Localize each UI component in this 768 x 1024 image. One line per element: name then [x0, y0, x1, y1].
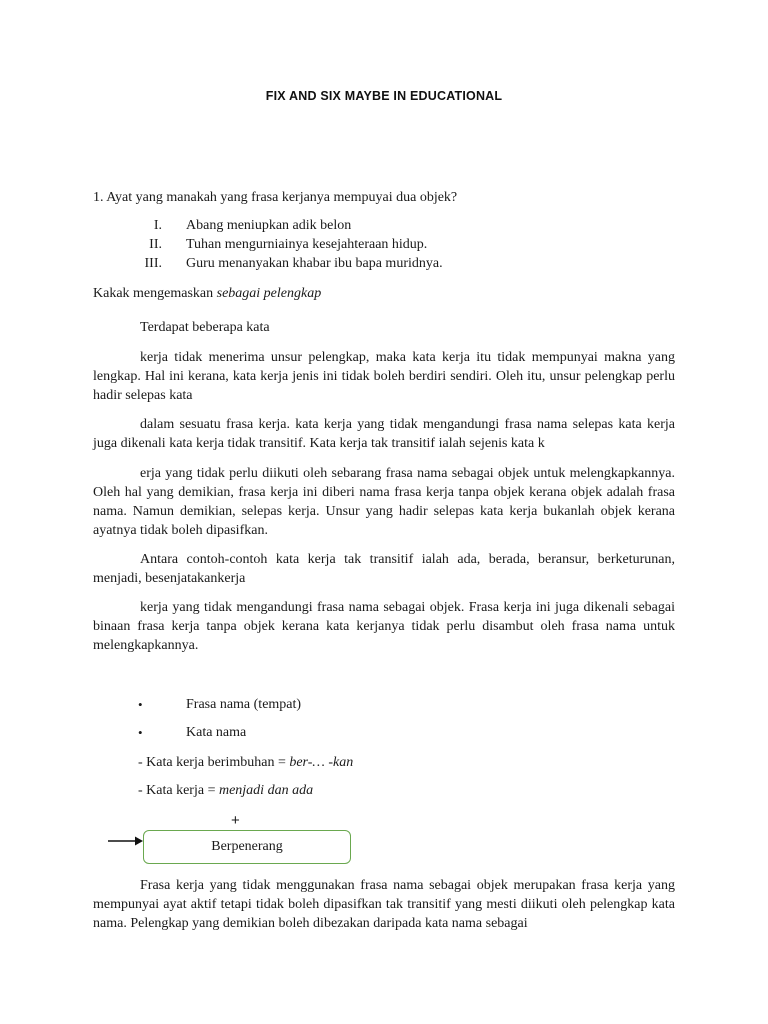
dash-plain: - Kata kerja =: [138, 783, 219, 798]
page-title: FIX AND SIX MAYBE IN EDUCATIONAL: [265, 89, 503, 103]
dash-line: [138, 753, 353, 772]
option-numeral: I.: [153, 218, 162, 233]
final-paragraph: Frasa kerja yang tidak menggunakan frasa nama sebagai objek merupakan frasa kerja yang mempunyai ayat aktif tetapi tidak boleh dipasifkan tak transitif yang mesti diikuti oleh pelengkap kata nama. Pelengkap yang demikian boleh dibezakan daripada kata nama sebagai: [93, 878, 675, 931]
option-text: Guru menanyakan khabar ibu bapa muridnya.: [186, 256, 443, 271]
bullet-icon: •: [138, 725, 143, 740]
dash-italic: ber-… -kan: [289, 755, 354, 770]
paragraph: Terdapat beberapa kata: [140, 320, 270, 335]
example-plain: Kakak mengemaskan: [93, 286, 217, 301]
right-arrow-icon: [107, 833, 143, 849]
paragraph: kerja tidak menerima unsur pelengkap, maka kata kerja itu tidak mempunyai makna yang lengkap. Hal ini kerana, kata kerja jenis ini tidak boleh berdiri sendiri. Oleh itu, unsur pelengkap perlu hadir selepas kata: [93, 350, 675, 403]
paragraph: erja yang tidak perlu diikuti oleh sebarang frasa nama sebagai objek untuk melengkapkannya. Oleh hal yang demikian, frasa kerja ini diberi nama frasa kerja tanpa objek kerana objek adalah frasa nama. Namun demikian, selepas kerja. Unsur yang hadir selepas kata kerja bukanlah objek kerana ayatnya tidak boleh dipasifkan.: [93, 466, 675, 538]
example-sentence: [93, 284, 321, 303]
option-text: Tuhan mengurniainya kesejahteraan hidup.: [186, 237, 428, 252]
berpenerang-box: [143, 830, 351, 864]
bullet-text: Kata nama: [186, 725, 247, 740]
dash-plain: - Kata kerja berimbuhan =: [138, 755, 290, 770]
box-label: Berpenerang: [211, 839, 283, 854]
dash-italic: menjadi dan ada: [218, 783, 314, 798]
option-text: Abang meniupkan adik belon: [186, 218, 352, 233]
question-text: 1. Ayat yang manakah yang frasa kerjanya mempuyai dua objek?: [93, 190, 458, 205]
bullet-text: Frasa nama (tempat): [186, 697, 302, 712]
bullet-icon: •: [138, 697, 143, 712]
option-numeral: II.: [149, 237, 162, 252]
example-italic: sebagai pelengkap: [216, 286, 322, 301]
option-numeral: III.: [144, 256, 162, 271]
plus-sign: +: [231, 812, 240, 829]
paragraph: kerja yang tidak mengandungi frasa nama sebagai objek. Frasa kerja ini juga dikenali sebagai binaan frasa kerja tanpa objek kerana kata kerjanya tidak perlu disambut oleh frasa nama untuk melengkapkannya.: [93, 600, 675, 653]
paragraph: dalam sesuatu frasa kerja. kata kerja yang tidak mengandungi frasa nama selepas kata kerja juga dikenali kata kerja tidak transitif. Kata kerja tak transitif ialah sejenis kata k: [93, 417, 675, 451]
dash-line: [138, 781, 313, 800]
paragraph: Antara contoh-contoh kata kerja tak transitif ialah ada, berada, beransur, berketurunan, menjadi, besenjatakankerja: [93, 552, 675, 586]
